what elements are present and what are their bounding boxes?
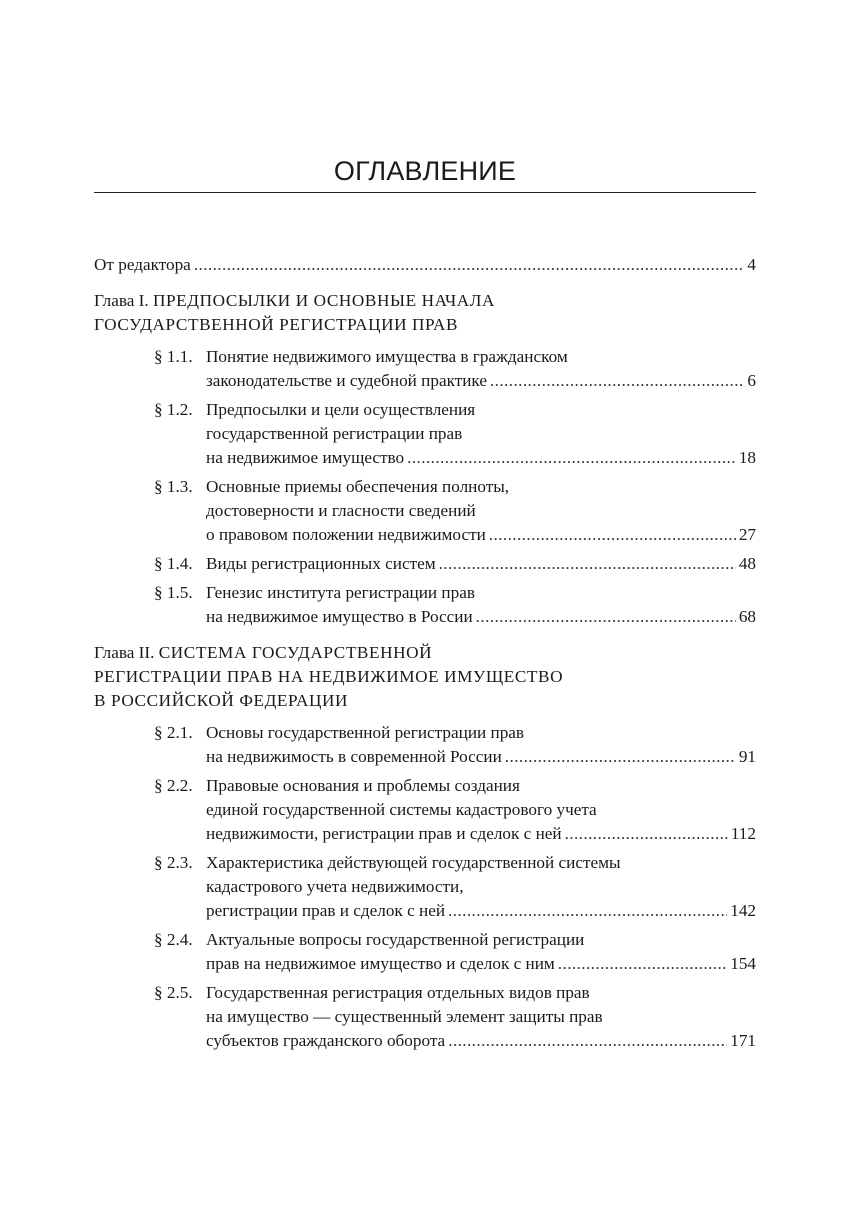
- title-rule: [94, 192, 756, 193]
- chapter-title: ГОСУДАРСТВЕННОЙ РЕГИСТРАЦИИ ПРАВ: [94, 315, 459, 334]
- chapter-title: РЕГИСТРАЦИИ ПРАВ НА НЕДВИЖИМОЕ ИМУЩЕСТВО: [94, 667, 564, 686]
- section-number: § 2.5.: [154, 983, 193, 1002]
- toc-section-entry[interactable]: [94, 721, 756, 769]
- dot-leader: [194, 253, 745, 277]
- toc-entry-text: От редактора: [94, 255, 191, 274]
- toc-section-entry[interactable]: [94, 851, 756, 923]
- section-title-line: Виды регистрационных систем: [206, 554, 436, 573]
- toc-page: [94, 0, 756, 1058]
- section-number: § 2.3.: [154, 853, 193, 872]
- toc-section-entry[interactable]: [94, 581, 756, 629]
- dot-leader: [407, 446, 736, 470]
- chapter-2: [94, 641, 756, 1053]
- toc-section-entry[interactable]: [94, 398, 756, 470]
- dot-leader: [476, 605, 736, 629]
- dot-leader: [448, 899, 727, 923]
- dot-leader: [439, 552, 736, 576]
- section-title-line: субъектов гражданского оборота: [206, 1031, 446, 1050]
- section-number: § 1.4.: [154, 554, 193, 573]
- section-last-line: [206, 446, 756, 470]
- section-title-line: прав на недвижимое имущество и сделок с ним: [206, 954, 555, 973]
- section-last-line: [206, 1029, 756, 1053]
- section-title-line: Понятие недвижимого имущества в гражданском: [206, 347, 568, 366]
- section-title-line: на недвижимое имущество в России: [206, 607, 473, 626]
- toc-section-entry[interactable]: [94, 928, 756, 976]
- section-title-line: достоверности и гласности сведений: [206, 501, 476, 520]
- chapter-title: В РОССИЙСКОЙ ФЕДЕРАЦИИ: [94, 691, 349, 710]
- section-list: [94, 345, 756, 629]
- toc-page-number: 142: [730, 901, 756, 920]
- page-title: ОГЛАВЛЕНИЕ: [333, 156, 517, 186]
- section-number: § 2.2.: [154, 776, 193, 795]
- toc-page-number: 91: [738, 747, 756, 766]
- chapter-1: [94, 289, 756, 629]
- toc-page-number: 68: [738, 607, 756, 626]
- toc-page-number: 6: [747, 371, 756, 390]
- section-title-line: Актуальные вопросы государственной регистрации: [206, 930, 585, 949]
- section-number: § 2.4.: [154, 930, 193, 949]
- section-title-line: на недвижимость в современной России: [206, 747, 502, 766]
- dot-leader: [448, 1029, 727, 1053]
- chapter-list: [94, 289, 756, 1053]
- section-number: § 1.1.: [154, 347, 193, 366]
- section-number: § 1.3.: [154, 477, 193, 496]
- chapter-title: ПРЕДПОСЫЛКИ И ОСНОВНЫЕ НАЧАЛА: [152, 291, 496, 310]
- dot-leader: [490, 369, 744, 393]
- section-title-line: Правовые основания и проблемы создания: [206, 776, 520, 795]
- chapter-title: СИСТЕМА ГОСУДАРСТВЕННОЙ: [158, 643, 433, 662]
- chapter-label: Глава II.: [94, 643, 155, 662]
- toc-section-entry[interactable]: [94, 475, 756, 547]
- section-title-line: на недвижимое имущество: [206, 448, 405, 467]
- table-of-contents: [94, 253, 756, 1053]
- section-title-line: Предпосылки и цели осуществления: [206, 400, 476, 419]
- toc-page-number: 4: [747, 255, 756, 274]
- section-title-line: Генезис института регистрации прав: [206, 583, 475, 602]
- toc-page-number: 27: [738, 525, 756, 544]
- section-title-line: недвижимости, регистрации прав и сделок с ней: [206, 824, 562, 843]
- section-title-line: кадастрового учета недвижимости,: [206, 877, 464, 896]
- dot-leader: [558, 952, 727, 976]
- section-title-line: Государственная регистрация отдельных видов прав: [206, 983, 590, 1002]
- toc-page-number: 171: [730, 1031, 756, 1050]
- chapter-heading-line: [94, 689, 756, 713]
- toc-page-number: 154: [730, 954, 756, 973]
- chapter-heading-line: [94, 313, 756, 337]
- section-title-line: регистрации прав и сделок с ней: [206, 901, 446, 920]
- dot-leader: [505, 745, 736, 769]
- section-title-line: на имущество — существенный элемент защиты прав: [206, 1007, 603, 1026]
- section-title-line: единой государственной системы кадастрового учета: [206, 800, 597, 819]
- toc-page-number: 18: [738, 448, 756, 467]
- section-last-line: [206, 952, 756, 976]
- section-last-line: [206, 605, 756, 629]
- section-title-line: законодательстве и судебной практике: [206, 371, 487, 390]
- section-last-line: [206, 899, 756, 923]
- toc-section-entry[interactable]: [94, 774, 756, 846]
- chapter-heading-line[interactable]: [94, 641, 756, 665]
- toc-page-number: 112: [730, 824, 756, 843]
- chapter-heading-line[interactable]: [94, 289, 756, 313]
- section-list: [94, 721, 756, 1053]
- section-title-line: о правовом положении недвижимости: [206, 525, 486, 544]
- section-last-line: [206, 745, 756, 769]
- chapter-label: Глава I.: [94, 291, 149, 310]
- section-number: § 1.5.: [154, 583, 193, 602]
- section-title-line: государственной регистрации прав: [206, 424, 463, 443]
- dot-leader: [565, 822, 728, 846]
- section-last-line: [206, 369, 756, 393]
- toc-entry-foreword[interactable]: [94, 253, 756, 277]
- section-title-line: Характеристика действующей государственной системы: [206, 853, 621, 872]
- section-last-line: [206, 822, 756, 846]
- dot-leader: [489, 523, 736, 547]
- section-number: § 2.1.: [154, 723, 193, 742]
- section-last-line: [206, 523, 756, 547]
- section-title-line: Основные приемы обеспечения полноты,: [206, 477, 510, 496]
- toc-section-entry[interactable]: [94, 345, 756, 393]
- toc-section-entry[interactable]: [94, 981, 756, 1053]
- section-last-line: [206, 552, 756, 576]
- toc-section-entry[interactable]: [94, 552, 756, 576]
- toc-page-number: 48: [738, 554, 756, 573]
- section-title-line: Основы государственной регистрации прав: [206, 723, 525, 742]
- chapter-heading-line: [94, 665, 756, 689]
- section-number: § 1.2.: [154, 400, 193, 419]
